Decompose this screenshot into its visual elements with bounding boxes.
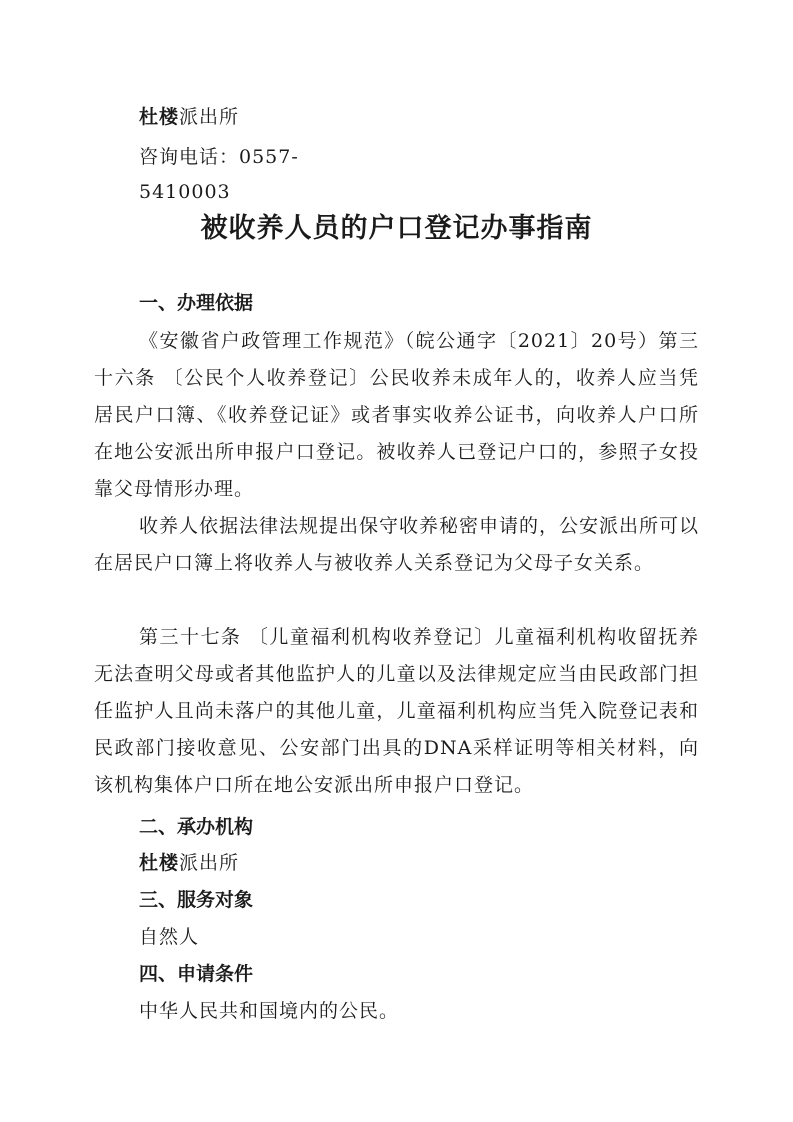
station-name-bold: 杜楼 <box>139 106 180 128</box>
agency-value-rest: 派出所 <box>179 852 240 874</box>
target-value: 自然人 <box>139 926 200 948</box>
station-name-rest: 派出所 <box>179 106 240 128</box>
agency-value <box>139 851 239 875</box>
basis-paragraph-3: 第三十七条 〔儿童福利机构收养登记〕儿童福利机构收留抚养无法查明父母或者其他监护人的儿童以及法律规定应当由民政部门担任监护人且尚未落户的其他儿童，儿童福利机构应当凭入院登记表和民政部门接收意见、公安部门出具的DNA采样证明等相关材料，向该机构集体户口所在地公安派出所申报户口登记。 <box>94 626 699 796</box>
phone-line-2: 5410003 <box>139 181 231 203</box>
section-heading-agency: 二、承办机构 <box>139 816 254 838</box>
basis-paragraph-1: 《安徽省户政管理工作规范》（皖公通字〔2021〕20号）第三十六条 〔公民个人收养登记〕公民收养未成年人的，收养人应当凭居民户口簿、《收养登记证》或者事实收养公证书，向收养人户口所在地公安派出所申报户口登记。被收养人已登记户口的，参照子女投靠父母情形办理。 <box>94 330 699 500</box>
conditions-value: 中华人民共和国境内的公民。 <box>139 1000 400 1022</box>
station-name <box>139 105 239 129</box>
document-title: 被收养人员的户口登记办事指南 <box>200 213 593 244</box>
section-heading-conditions: 四、申请条件 <box>139 963 254 985</box>
basis-paragraph-2: 收养人依据法律法规提出保守收养秘密申请的，公安派出所可以在居民户口簿上将收养人与被收养人关系登记为父母子女关系。 <box>94 515 700 574</box>
phone-line-1: 咨询电话：0557- <box>139 146 299 168</box>
section-heading-basis: 一、办理依据 <box>139 292 254 314</box>
agency-value-bold: 杜楼 <box>139 852 180 874</box>
section-heading-target: 三、服务对象 <box>139 889 254 911</box>
